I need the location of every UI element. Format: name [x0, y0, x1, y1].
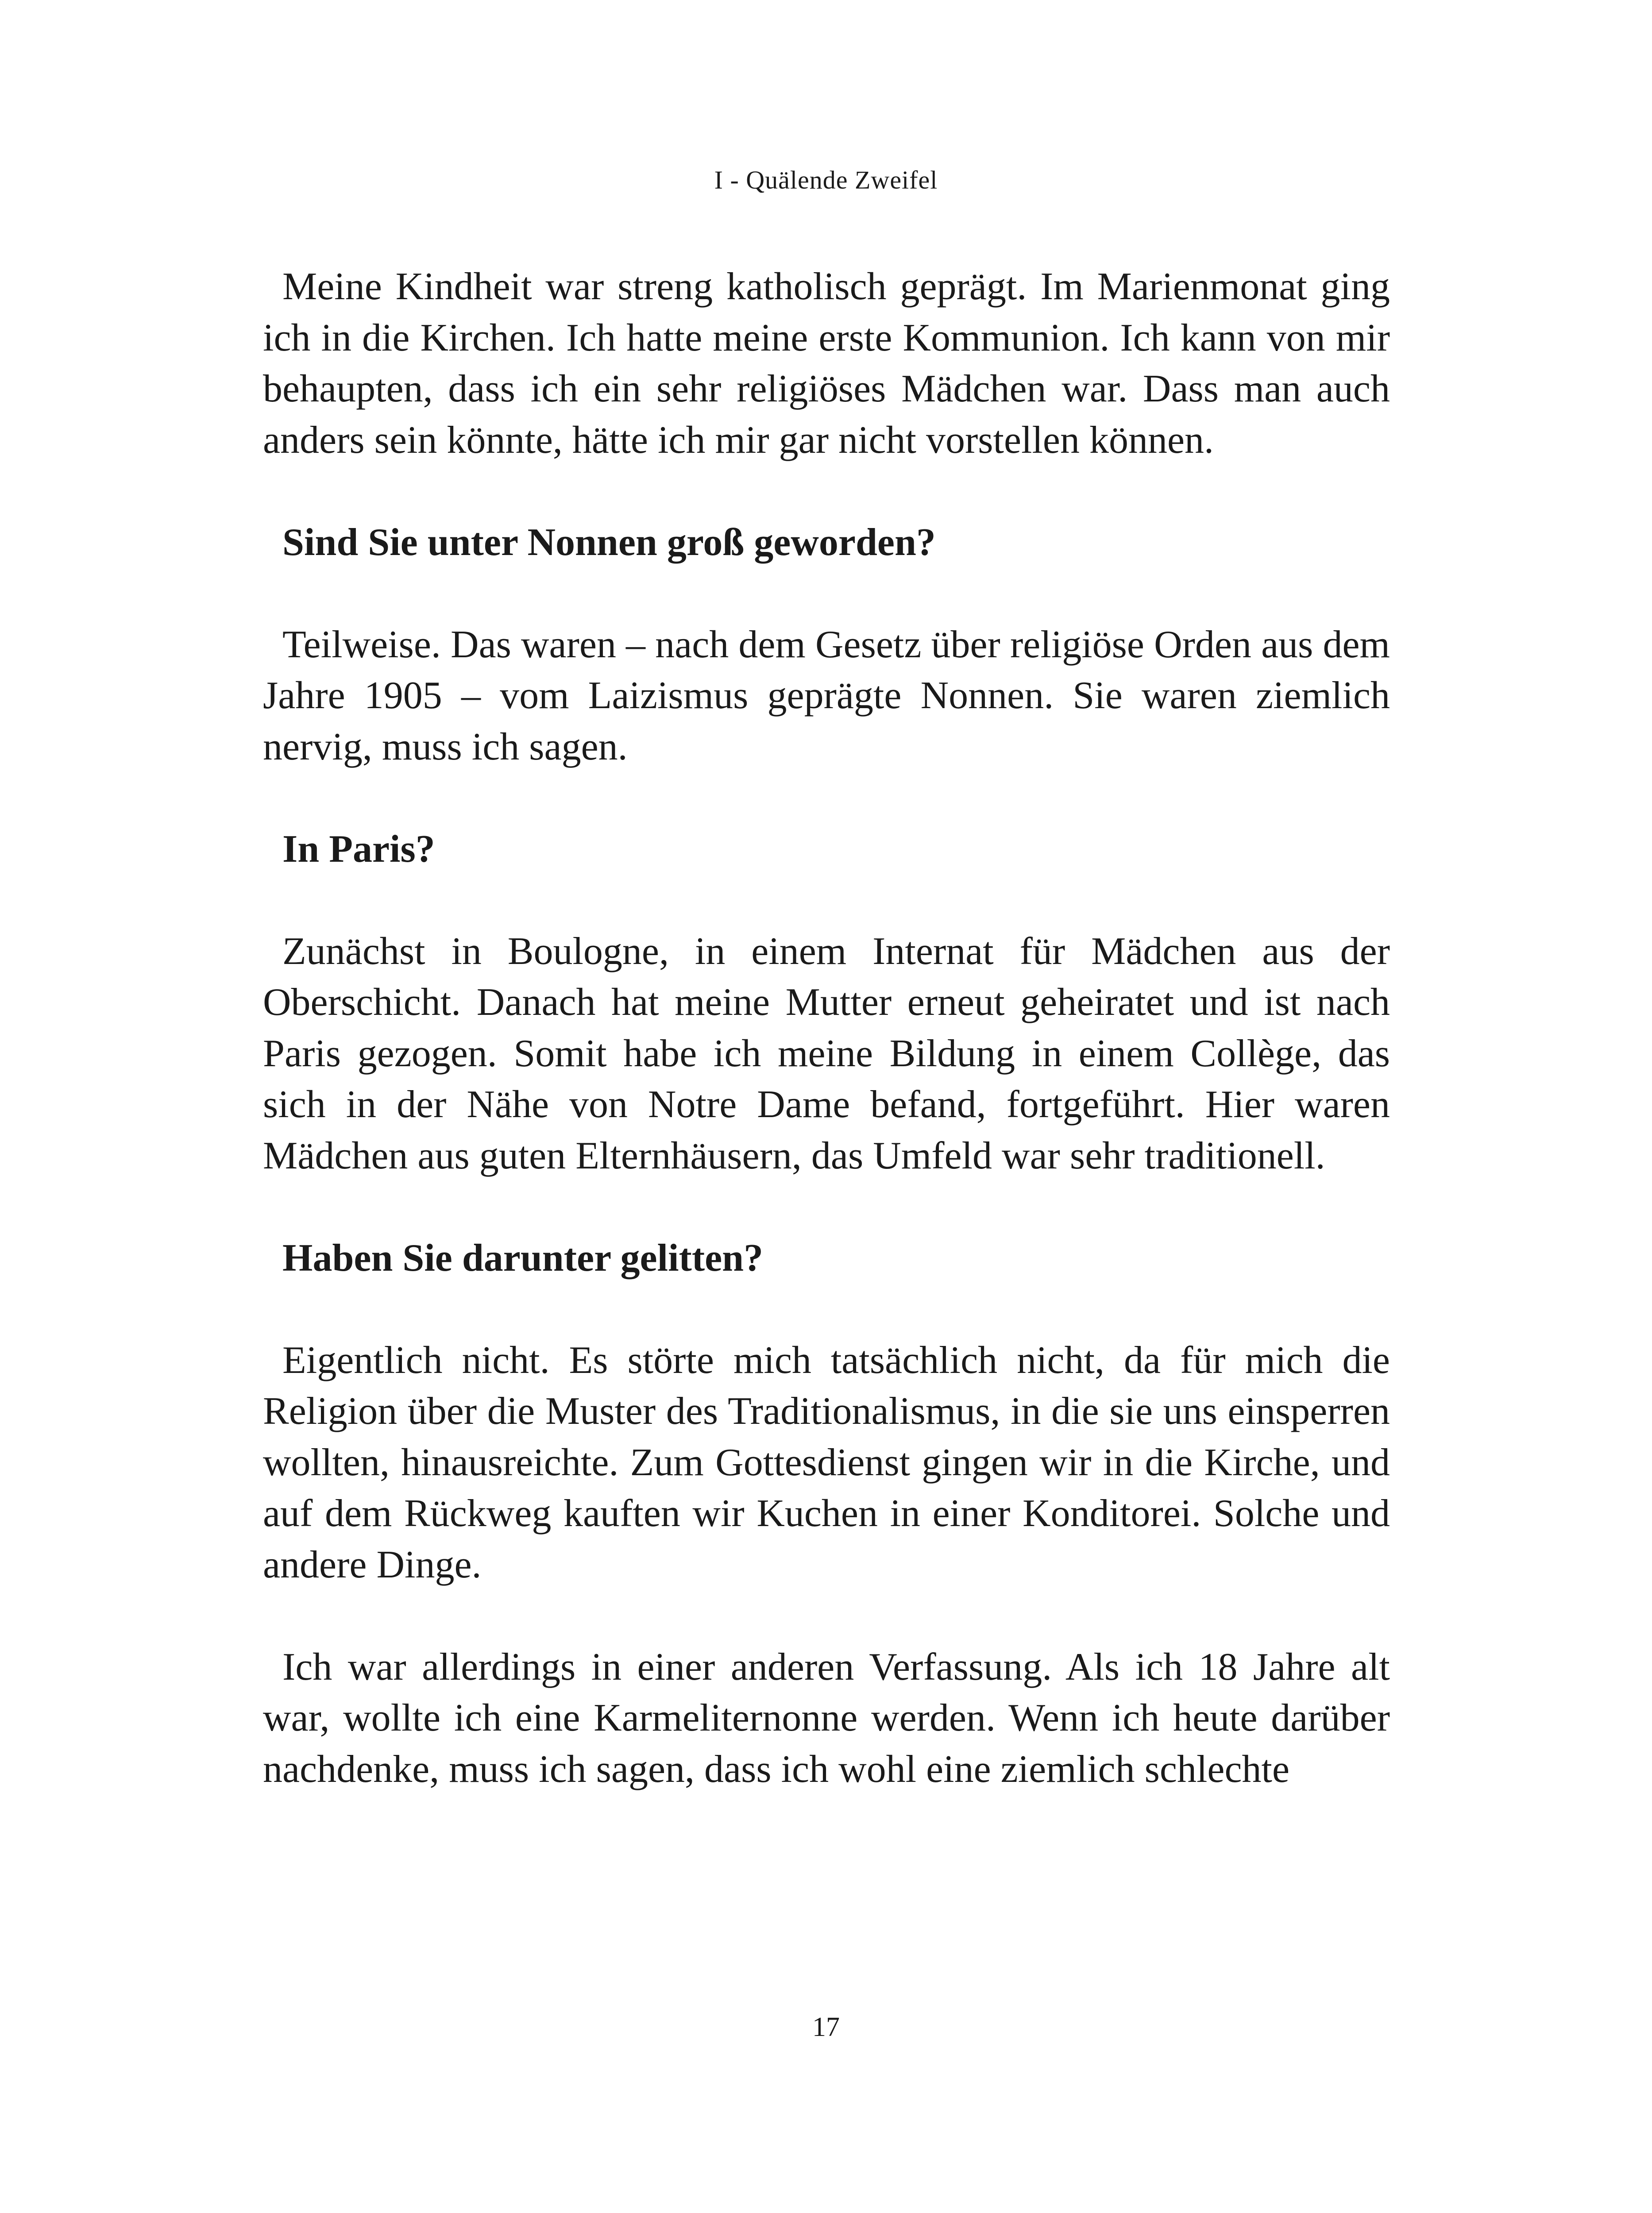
body-text [263, 261, 1390, 1795]
answer-paragraph: Meine Kindheit war streng katholisch geprägt. Im Marienmonat ging ich in die Kirchen. Ich hatte meine erste Kommunion. Ich kann von mir behaupten, dass ich ein sehr religiöses Mädchen war. Dass man auch anders sein könnte, hätte ich mir gar nicht vorstellen können. [263, 265, 1390, 462]
answer-paragraph: Teilweise. Das waren – nach dem Gesetz über religiöse Orden aus dem Jahre 1905 – vom Laizismus geprägte Nonnen. Sie waren ziemlich nervig, muss ich sagen. [263, 623, 1390, 768]
answer-paragraph: Zunächst in Boulogne, in einem Internat für Mädchen aus der Oberschicht. Danach hat meine Mutter erneut geheiratet und ist nach Paris gezogen. Somit habe ich meine Bildung in einem Collège, das sich in der Nähe von Notre Dame befand, fortgeführt. Hier waren Mädchen aus guten Elternhäusern, das Umfeld war sehr traditionell. [263, 929, 1390, 1177]
paragraph-gap [263, 466, 1390, 517]
answer-paragraph: Eigentlich nicht. Es störte mich tatsächlich nicht, da für mich die Religion über die Muster des Traditionalismus, in die sie uns einsperren wollten, hinausreichte. Zum Gottesdienst gingen wir in die Kirche, und auf dem Rückweg kauften wir Kuchen in einer Konditorei. Solche und andere Dinge. [263, 1338, 1390, 1586]
paragraph-gap [263, 568, 1390, 619]
page-number: 17 [812, 2012, 840, 2042]
paragraph-gap [263, 772, 1390, 824]
interview-question: In Paris? [282, 827, 435, 871]
running-head: I - Quälende Zweifel [714, 166, 938, 194]
interview-question: Haben Sie darunter gelitten? [282, 1236, 764, 1280]
interview-question: Sind Sie unter Nonnen groß geworden? [282, 520, 936, 564]
paragraph-gap [263, 875, 1390, 926]
paragraph-gap [263, 1284, 1390, 1335]
answer-paragraph: Ich war allerdings in einer anderen Verfassung. Als ich 18 Jahre alt war, wollte ich eine Karmeliternonne werden. Wenn ich heute darüber nachdenke, muss ich sagen, dass ich wohl eine ziemlich schlechte [263, 1645, 1390, 1791]
paragraph-gap [263, 1590, 1390, 1642]
paragraph-gap [263, 1181, 1390, 1233]
